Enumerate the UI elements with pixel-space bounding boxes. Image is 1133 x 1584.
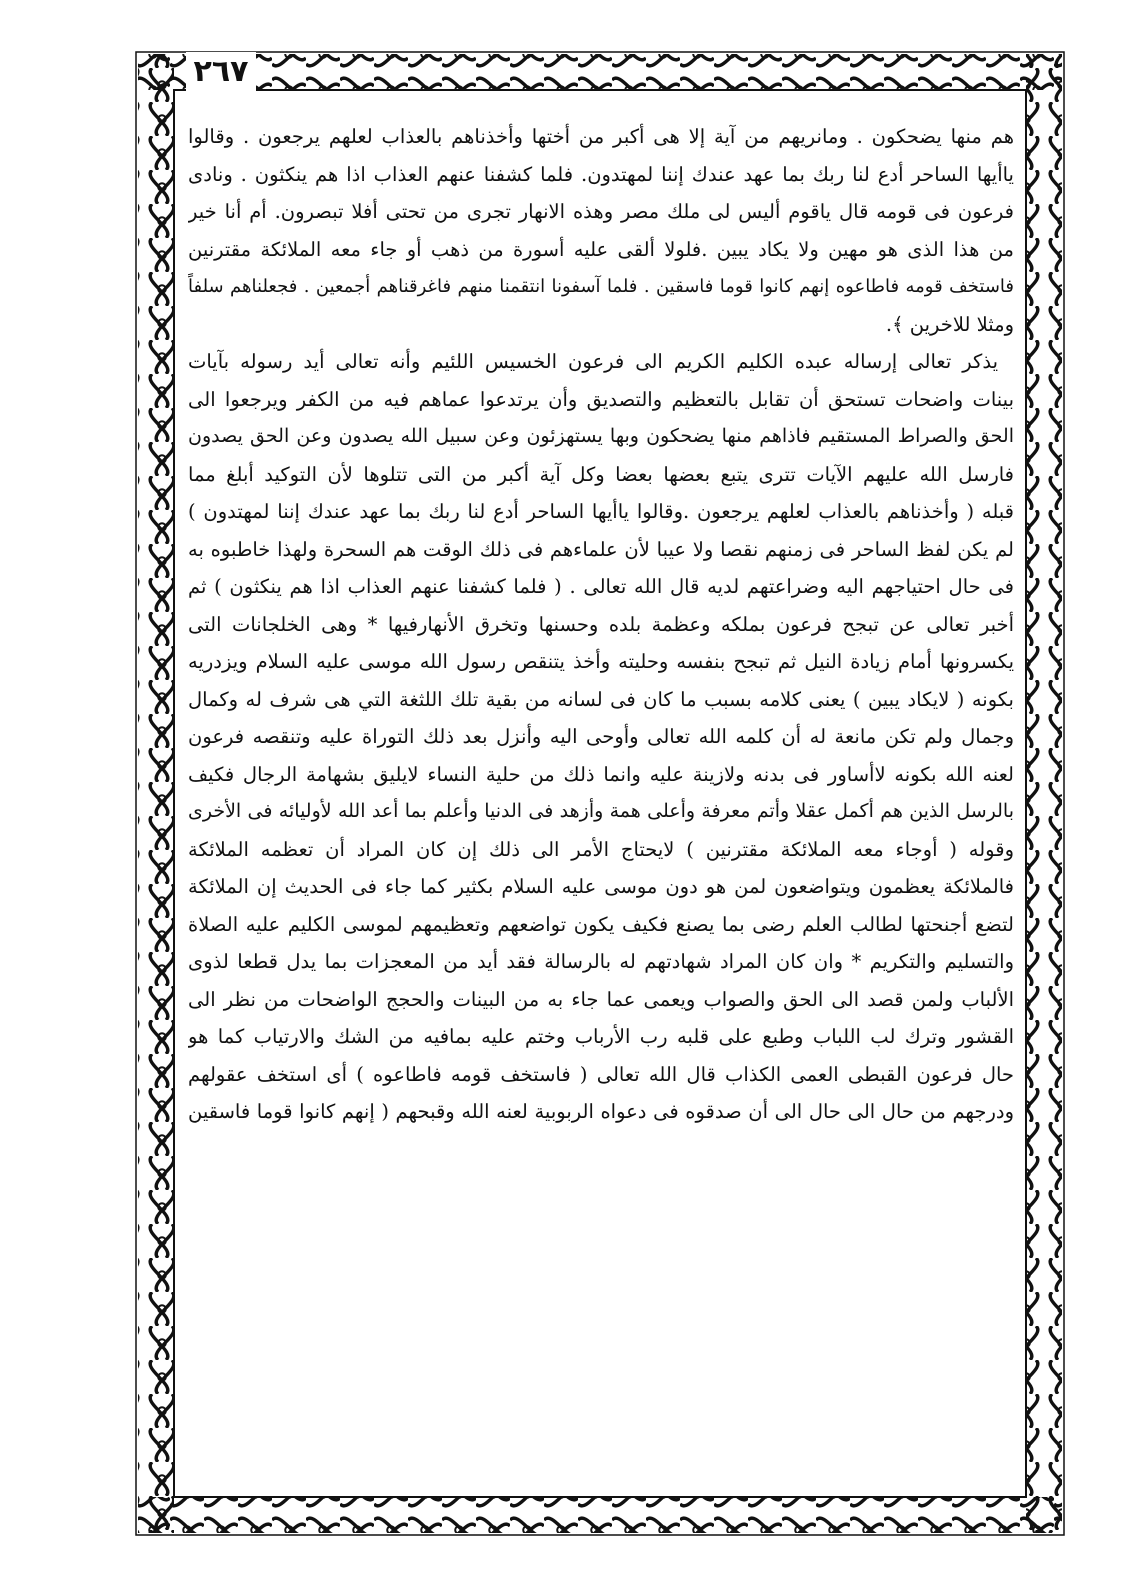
commentary-line: أخبر تعالى عن تبجح فرعون بملكه وعظمة بلده وحسنها وتخرق الأنهارفيها * وهى الخلجانات التى xyxy=(188,612,1014,636)
commentary-line: فارسل الله عليهم الآيات تترى يتبع بعضها بعضا وكل آية أكبر من التى تتلوها لأن التوكيد أبلغ مما xyxy=(188,462,1014,486)
commentary-line: وجمال ولم تكن مانعة له أن كلمه الله تعالى وأوحى اليه وأنزل بعد ذلك التوراة عليه وتنقصه فرعون xyxy=(188,725,1014,748)
commentary-line: قبله ( وأخذناهم بالعذاب لعلهم يرجعون .وقالوا ياأيها الساحر أدع لنا ربك بما عهد عندك إننا لمهتدون ) xyxy=(188,500,1014,523)
commentary-line: فالملائكة يعظمون ويتواضعون لمن هو دون موسى عليه السلام بكثير كما جاء فى الحديث إن الملائكة xyxy=(188,875,1014,898)
commentary-line: لم يكن لفظ الساحر فى زمنهم نقصا ولا عيبا لأن علماءهم فى ذلك الوقت هم السحرة ولهذا خاطبوه به xyxy=(188,537,1014,561)
verse-line: هم منها يضحكون . ومانريهم من آية إلا هى أكبر من أختها وأخذناهم بالعذاب لعلهم يرجعون . وقالوا xyxy=(188,125,1014,148)
commentary-line: يذكر تعالى إرساله عبده الكليم الكريم الى فرعون الخسيس اللئيم وأنه تعالى أيد رسوله بآيات xyxy=(188,350,998,373)
border-bottom xyxy=(138,1497,1062,1533)
border-left xyxy=(138,54,174,1533)
verse-line: ياأيها الساحر أدع لنا ربك بما عهد عندك إننا لمهتدون. فلما كشفنا عنهم العذاب اذا هم ينكثون . ونادى xyxy=(188,162,1014,186)
border-right xyxy=(1026,54,1062,1533)
commentary-line: والتسليم والتكريم * وان كان المراد شهادتهم له بالرسالة فقد أيد من المعجزات بما يدل قطعا لذوى xyxy=(188,950,1014,973)
commentary-line: بينات واضحات تستحق أن تقابل بالتعظيم والتصديق وأن يرتدعوا عماهم فيه من الكفر ويرجعوا الى xyxy=(188,387,1014,411)
commentary-line: القشور وترك لب اللباب وطبع على قلبه رب الأرباب وختم عليه بمافيه من الشك والارتياب كما هو xyxy=(188,1025,1014,1048)
verse-line: من هذا الذى هو مهين ولا يكاد يبين .فلولا ألقى عليه أسورة من ذهب أو جاء معه الملائكة مقترنين xyxy=(188,237,1014,261)
commentary-line: يكسرونها أمام زيادة النيل ثم تبجح بنفسه وحليته وأخذ يتنقص رسول الله موسى عليه السلام ويزدريه xyxy=(188,650,1014,673)
border-top xyxy=(138,54,1062,90)
verse-line: ومثلا للاخرين ﴾. xyxy=(885,312,1014,336)
commentary-line: لعنه الله بكونه لاأساور فى بدنه ولازينة عليه وانما ذلك من حلية النساء لايليق بشهامة الرجال فكيف xyxy=(188,762,1014,786)
commentary-line: فى حال احتياجهم اليه وضراعتهم لديه قال الله تعالى . ( فلما كشفنا عنهم العذاب اذا هم ينكثون ) ثم xyxy=(188,575,1014,598)
page-number: ٢٦٧ xyxy=(186,52,256,92)
commentary-line: الحق والصراط المستقيم فاذاهم منها يضحكون وبها يستهزئون وعن سبيل الله يصدون وعن الحق يصدون xyxy=(188,425,1014,447)
commentary-line: لتضع أجنحتها لطالب العلم رضى بما يصنع فكيف يكون تواضعهم وتعظيمهم لموسى الكليم عليه الصلاة xyxy=(188,912,1014,936)
text-block xyxy=(188,118,1014,1478)
commentary-line: وقوله ( أوجاء معه الملائكة مقترنين ) لايحتاج الأمر الى ذلك إن كان المراد أن تعظمه الملائكة xyxy=(188,837,1014,861)
commentary-line: حال فرعون القبطى العمى الكذاب قال الله تعالى ( فاستخف قومه فاطاعوه ) أى استخف عقولهم xyxy=(188,1062,1014,1086)
commentary-line: ودرجهم من حال الى حال الى أن صدقوه فى دعواه الربوبية لعنه الله وقبحهم ( إنهم كانوا قوما فاسقين xyxy=(188,1100,1014,1123)
verse-line: فاستخف قومه فاطاعوه إنهم كانوا قوما فاسقين . فلما آسفونا انتقمنا منهم فاغرقناهم أجمعين . فجعلناهم سلفاً xyxy=(188,276,1014,297)
verse-line: فرعون فى قومه قال ياقوم أليس لى ملك مصر وهذه الانهار تجرى من تحتى أفلا تبصرون. أم أنا خير xyxy=(188,200,1014,223)
commentary-line: بالرسل الذين هم أكمل عقلا وأتم معرفة وأعلى همة وأزهد فى الدنيا وأعلم بما أعد الله لأوليائه فى الأخرى xyxy=(188,800,1014,822)
commentary-line: الألباب ولمن قصد الى الحق والصواب ويعمى عما جاء به من البينات والحجج الواضحات من نظر الى xyxy=(188,987,1014,1011)
commentary-line: بكونه ( لايكاد يبين ) يعنى كلامه بسبب ما كان فى لسانه من بقية تلك اللثغة التي هى شرف له وكمال xyxy=(188,687,1014,711)
